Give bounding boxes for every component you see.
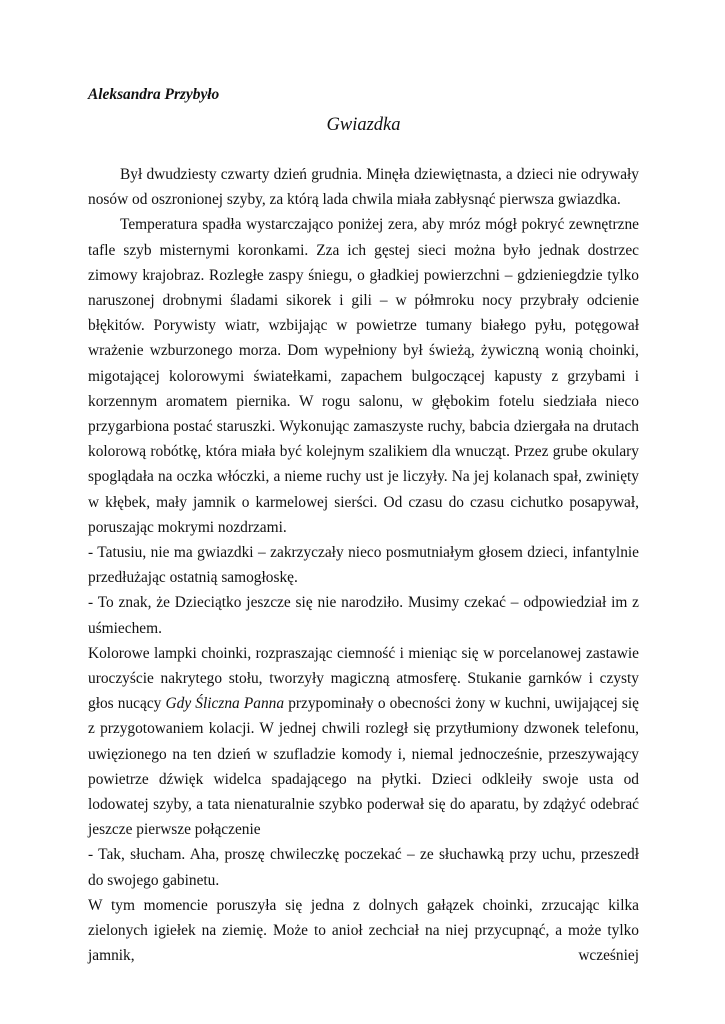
paragraph: Był dwudziesty czwarty dzień grudnia. Minęła dziewiętnasta, a dzieci nie odrywały nosów od oszronionej szyby, za którą lada chwila miała zabłysnąć pierwsza gwiazdka. [88, 166, 639, 209]
paragraph: W tym momencie poruszyła się jedna z dolnych gałązek choinki, zrzucając kilka zielonych igiełek na ziemię. Może to anioł zechciał na niej przycupnąć, a może tylko jamnik, wcześniej [88, 896, 639, 965]
song-title: Gdy Śliczna Panna [165, 695, 285, 713]
paragraph-text: przypominały o obecności żony w kuchni, uwijającej się z przygotowaniem kolacji. W jednej chwili rozległ się przytłumiony dzwonek telefonu, uwięzionego na ten dzień w szufladzie komody i, niemal jednocześnie, przeszywający powietrze dźwięk widelca spadającego na płytki. Dzieci odkleiły swoje usta od lodowatej szyby, a tata nienaturalnie szybko poderwał się do aparatu, by zdążyć odebrać jeszcze pierwsze połączenie [88, 695, 639, 839]
paragraph-text: Kolorowe lampki choinki, rozpraszając ciemność i mieniąc się w porcelanowej zastawie uroczyście nakrytego stołu, tworzyły magiczną atmosferę. Stukanie garnków i czysty głos nucący [88, 644, 639, 713]
story-title: Gwiazdka [326, 115, 401, 135]
dialogue-paragraph: - Tatusiu, nie ma gwiazdki – zakrzyczały nieco posmutniałym głosem dzieci, infantylnie przedłużając ostatnią samogłoskę. [88, 544, 639, 587]
dialogue-paragraph: - Tak, słucham. Aha, proszę chwileczkę poczekać – ze słuchawką przy uchu, przeszedł do swojego gabinetu. [88, 846, 639, 889]
dialogue-paragraph: - To znak, że Dzieciątko jeszcze się nie narodziło. Musimy czekać – odpowiedział im z uśmiechem. [88, 594, 639, 637]
paragraph: Temperatura spadła wystarczająco poniżej zera, aby mróz mógł pokryć zewnętrzne tafle szyb misternymi koronkami. Zza ich gęstej sieci można było jednak dostrzec zimowy krajobraz. Rozległe zaspy śniegu, o gładkiej powierzchni – gdzieniegdzie tylko naruszonej drobnymi śladami sikorek i gili – w półmroku nocy przybrały odcienie błękitów. Porywisty wiatr, wzbijając w powietrze tumany białego pyłu, potęgował wrażenie wzburzonego morza. Dom wypełniony był świeżą, żywiczną wonią choinki, migotającej kolorowymi światełkami, zapachem bulgoczącej kapusty z grzybami i korzennym aromatem piernika. W rogu salonu, w głębokim fotelu siedziała nieco przygarbiona postać staruszki. Wykonując zamaszyste ruchy, babcia dziergała na drutach kolorową robótkę, która miała być kolejnym szalikiem dla wnucząt. Przez grube okulary spoglądała na oczka włóczki, a nieme ruchy ust je liczyły. Na jej kolanach spał, zwinięty w kłębek, mały jamnik o karmelowej sierści. Od czasu do czasu cichutko posapywał, poruszając mokrymi nozdrzami. [88, 216, 639, 536]
author-name: Aleksandra Przybyło [88, 86, 220, 103]
paragraph [88, 641, 639, 843]
story-body [88, 162, 639, 969]
